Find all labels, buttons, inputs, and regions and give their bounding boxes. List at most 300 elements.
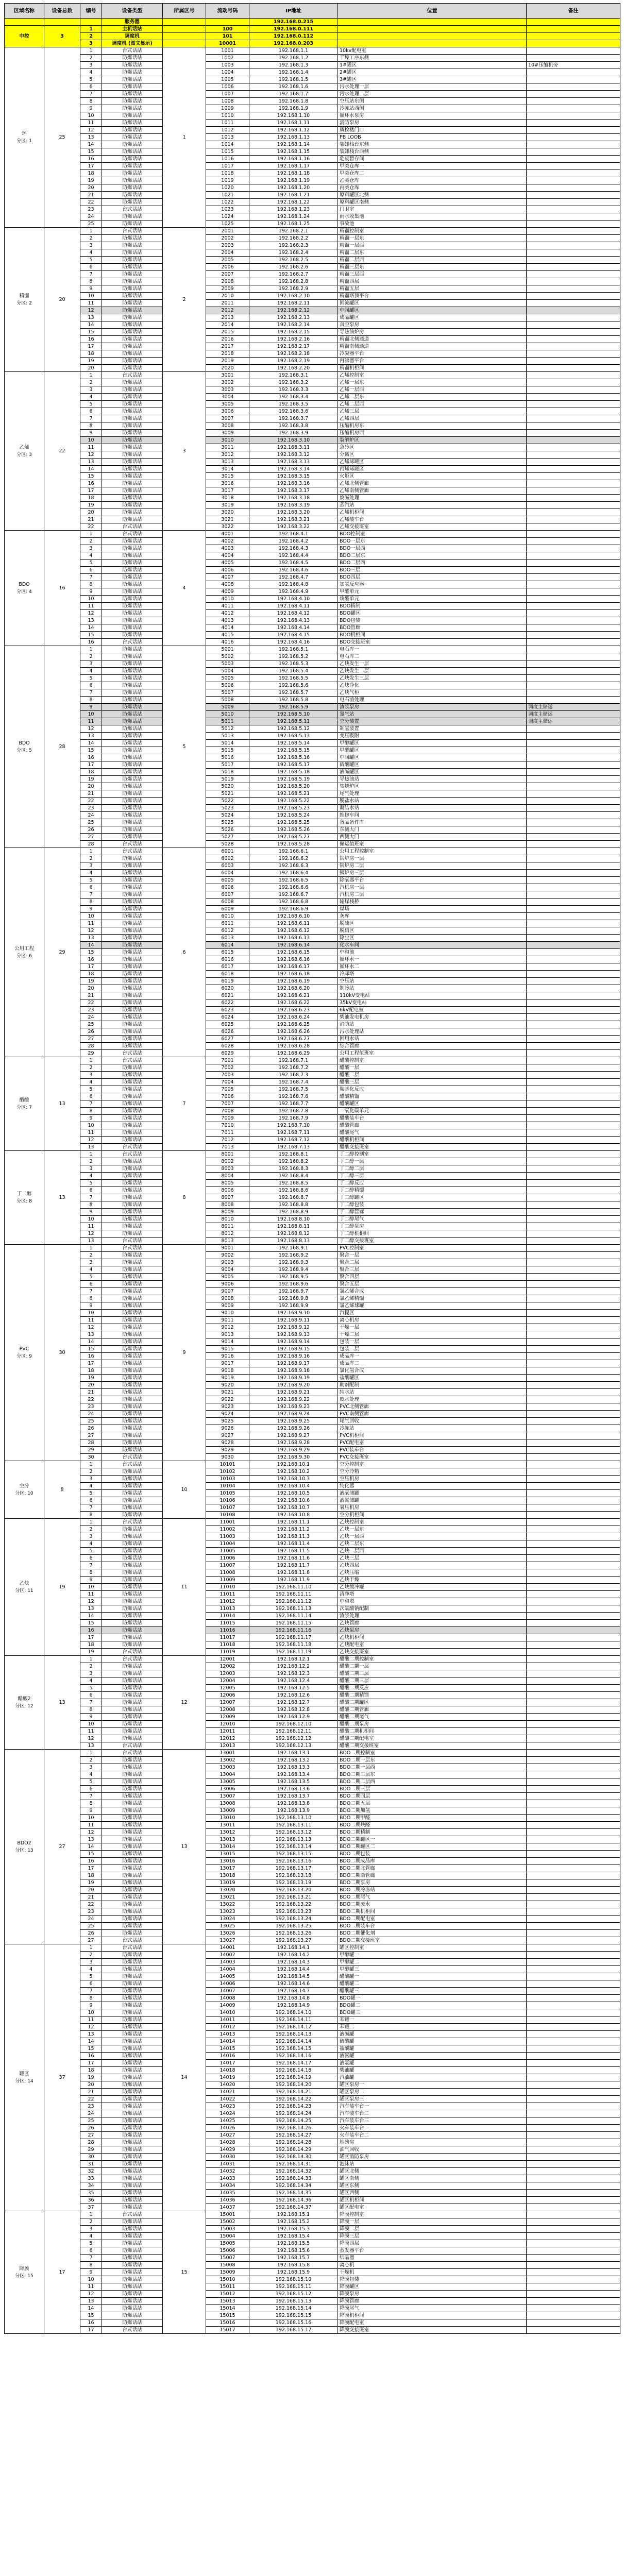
- no-cell: 5: [80, 1973, 102, 1980]
- note-cell: [527, 1656, 620, 1663]
- no-cell: 22: [80, 798, 102, 805]
- location-cell: 装卸栈台东侧: [338, 141, 527, 148]
- note-cell: [527, 1165, 620, 1173]
- location-cell: 原料罐区南侧: [338, 199, 527, 206]
- table-row: [5, 2247, 620, 2255]
- no-cell: 15: [80, 1851, 102, 1858]
- no-cell: 16: [80, 2053, 102, 2060]
- location-cell: 东侧大门: [338, 826, 527, 834]
- type-cell: 台式话站: [102, 206, 163, 213]
- note-cell: [527, 221, 620, 228]
- code-cell: 13013: [206, 1836, 249, 1843]
- note-cell: [527, 862, 620, 870]
- table-row: [5, 682, 620, 689]
- no-cell: 13: [80, 1836, 102, 1843]
- code-cell: 3010: [206, 437, 249, 444]
- zone-name: 丁二醇: [16, 1191, 32, 1197]
- type-cell: 防爆话站: [102, 1122, 163, 1129]
- ip-cell: 192.168.14.32: [249, 2168, 338, 2175]
- note-cell: [527, 1144, 620, 1151]
- code-cell: 1023: [206, 206, 249, 213]
- type-cell: 防爆话站: [102, 776, 163, 783]
- ip-cell: 192.168.6.29: [249, 1050, 338, 1057]
- type-cell: 防爆话站: [102, 1685, 163, 1692]
- location-cell: 液氮储罐: [338, 1497, 527, 1504]
- ip-cell: 192.168.8.4: [249, 1173, 338, 1180]
- type-cell: 防爆话站: [102, 1360, 163, 1367]
- code-cell: 2009: [206, 285, 249, 293]
- ip-cell: 192.168.13.3: [249, 1764, 338, 1771]
- table-row: [5, 1137, 620, 1144]
- ip-cell: 192.168.7.9: [249, 1115, 338, 1122]
- code-cell: 5009: [206, 704, 249, 711]
- no-cell: 8: [80, 1800, 102, 1807]
- type-cell: 防爆话站: [102, 754, 163, 761]
- note-cell: [527, 956, 620, 963]
- location-cell: 降膜一层: [338, 2218, 527, 2226]
- location-cell: 乙炔发生三层: [338, 675, 527, 682]
- table-row: [5, 1389, 620, 1396]
- ip-cell: 192.168.13.1: [249, 1750, 338, 1757]
- location-cell: BDO罐一: [338, 1995, 527, 2002]
- ip-cell: 192.168.4.11: [249, 603, 338, 610]
- no-cell: 5: [80, 76, 102, 83]
- code-cell: 14024: [206, 2110, 249, 2117]
- table-row: [5, 1973, 620, 1980]
- type-cell: 防爆话站: [102, 668, 163, 675]
- note-cell: [527, 1995, 620, 2002]
- no-cell: 9: [80, 1714, 102, 1721]
- no-cell: 11: [80, 120, 102, 127]
- ip-cell: 192.168.13.12: [249, 1829, 338, 1836]
- type-cell: 防爆话站: [102, 660, 163, 668]
- location-cell: BDO二期成品库: [338, 1858, 527, 1865]
- code-cell: 13024: [206, 1916, 249, 1923]
- location-cell: 综合管廊: [338, 1043, 527, 1050]
- table-row: [5, 956, 620, 963]
- zone-cell: [5, 19, 44, 26]
- no-cell: 2: [80, 379, 102, 386]
- type-cell: 防爆话站: [102, 293, 163, 300]
- type-cell: 防爆话站: [102, 430, 163, 437]
- ip-cell: 192.168.5.11: [249, 718, 338, 725]
- type-cell: 防爆话站: [102, 1865, 163, 1872]
- zone-sub: 分区: 3: [16, 452, 32, 457]
- note-cell: [527, 1079, 620, 1086]
- type-cell: 防爆话站: [102, 1497, 163, 1504]
- no-cell: 8: [80, 422, 102, 430]
- no-cell: 11: [80, 300, 102, 307]
- no-cell: 19: [80, 1375, 102, 1382]
- table-row: [5, 790, 620, 798]
- table-row: [5, 1331, 620, 1338]
- type-cell: 防爆话站: [102, 2053, 163, 2060]
- table-row: [5, 862, 620, 870]
- ip-cell: 192.168.9.23: [249, 1403, 338, 1411]
- ip-cell: 192.168.2.3: [249, 242, 338, 249]
- table-row: [5, 177, 620, 184]
- location-cell: 降膜二层: [338, 2226, 527, 2233]
- no-cell: 12: [80, 725, 102, 733]
- type-cell: 台式话站: [102, 1742, 163, 1750]
- location-cell: 罐区消防泵房: [338, 2154, 527, 2161]
- note-cell: [527, 437, 620, 444]
- note-cell: [527, 2283, 620, 2291]
- no-cell: 13: [80, 134, 102, 141]
- table-row: [5, 163, 620, 170]
- ip-cell: 192.168.1.6: [249, 83, 338, 91]
- table-row: [5, 2291, 620, 2298]
- code-cell: 5027: [206, 834, 249, 841]
- code-cell: 13004: [206, 1771, 249, 1778]
- note-cell: [527, 971, 620, 978]
- ip-cell: 192.168.14.30: [249, 2154, 338, 2161]
- code-cell: 6001: [206, 848, 249, 855]
- table-row: [5, 1591, 620, 1598]
- code-cell: 9014: [206, 1338, 249, 1346]
- type-cell: 防爆话站: [102, 1173, 163, 1180]
- type-cell: 防爆话站: [102, 55, 163, 62]
- location-cell: 醋酸控制室: [338, 1057, 527, 1064]
- ip-cell: 192.168.14.8: [249, 1995, 338, 2002]
- no-cell: 17: [80, 487, 102, 495]
- no-cell: 3: [80, 862, 102, 870]
- table-row: [5, 1338, 620, 1346]
- table-row: [5, 884, 620, 891]
- no-cell: 2: [80, 538, 102, 545]
- code-cell: 3011: [206, 444, 249, 451]
- location-cell: 成品库一: [338, 1353, 527, 1360]
- area-cell: 7: [163, 1057, 206, 1151]
- location-cell: 污水处理二层: [338, 91, 527, 98]
- location-cell: PVC控制室: [338, 1245, 527, 1252]
- location-cell: 醋酸二期一层: [338, 1663, 527, 1670]
- code-cell: 6026: [206, 1028, 249, 1036]
- type-cell: 防爆话站: [102, 314, 163, 321]
- no-cell: 1: [80, 1656, 102, 1663]
- location-cell: 空分机柜间: [338, 1512, 527, 1519]
- location-cell: 乙烯控制室: [338, 372, 527, 379]
- no-cell: 7: [80, 91, 102, 98]
- no-cell: 7: [80, 1562, 102, 1569]
- no-cell: 7: [80, 891, 102, 899]
- location-cell: 降膜四层: [338, 2240, 527, 2247]
- zone-sub: 分区: 12: [15, 1703, 33, 1709]
- type-cell: 防爆话站: [102, 899, 163, 906]
- note-cell: [527, 33, 620, 40]
- code-cell: 7013: [206, 1144, 249, 1151]
- note-cell: [527, 963, 620, 971]
- location-cell: 火炬区: [338, 473, 527, 480]
- zone-count-cell: 13: [44, 1057, 80, 1151]
- code-cell: 5007: [206, 689, 249, 697]
- location-cell: 输煤栈桥: [338, 899, 527, 906]
- location-cell: BDO二期废水: [338, 1901, 527, 1908]
- ip-cell: 192.168.15.11: [249, 2283, 338, 2291]
- type-cell: 防爆话站: [102, 1382, 163, 1389]
- type-cell: 防爆话站: [102, 999, 163, 1007]
- type-cell: 防爆话站: [102, 444, 163, 451]
- no-cell: 22: [80, 199, 102, 206]
- ip-cell: 192.168.1.20: [249, 184, 338, 192]
- location-cell: 3#罐区: [338, 76, 527, 83]
- area-cell: 12: [163, 1656, 206, 1750]
- location-cell: 空分冷箱: [338, 1468, 527, 1476]
- location-cell: BDO罐二: [338, 2002, 527, 2009]
- table-row: [5, 466, 620, 473]
- location-cell: 循环水一: [338, 956, 527, 963]
- type-cell: 防爆话站: [102, 927, 163, 935]
- code-cell: 14003: [206, 1959, 249, 1966]
- note-cell: [527, 891, 620, 899]
- table-row: [5, 2240, 620, 2247]
- no-cell: 27: [80, 2132, 102, 2139]
- location-cell: 乙炔二层西: [338, 1548, 527, 1555]
- location-cell: 除氧器平台: [338, 877, 527, 884]
- table-row: [5, 1995, 620, 2002]
- note-cell: [527, 1815, 620, 1822]
- note-cell: [527, 509, 620, 516]
- location-cell: 降膜三层: [338, 2233, 527, 2240]
- type-cell: 防爆话站: [102, 2240, 163, 2247]
- table-row: [5, 1151, 620, 1158]
- code-cell: 14014: [206, 2038, 249, 2045]
- ip-cell: 192.168.5.21: [249, 790, 338, 798]
- table-row: [5, 2211, 620, 2218]
- note-cell: [527, 1324, 620, 1331]
- zone-name: 公用工程: [14, 945, 34, 952]
- zone-sub: 分区: 7: [16, 1105, 32, 1110]
- code-cell: 5013: [206, 733, 249, 740]
- note-cell: [527, 480, 620, 487]
- ip-cell: 192.168.9.5: [249, 1274, 338, 1281]
- ip-cell: 192.168.3.22: [249, 523, 338, 531]
- ip-cell: 192.168.6.4: [249, 870, 338, 877]
- note-cell: [527, 444, 620, 451]
- table-row: [5, 2327, 620, 2334]
- table-row: [5, 1923, 620, 1930]
- note-cell: [527, 1735, 620, 1742]
- code-cell: 12008: [206, 1706, 249, 1714]
- note-cell: [527, 466, 620, 473]
- code-cell: 2003: [206, 242, 249, 249]
- no-cell: 17: [80, 963, 102, 971]
- no-cell: 22: [80, 999, 102, 1007]
- ip-cell: 192.168.11.5: [249, 1548, 338, 1555]
- ip-cell: 192.168.1.8: [249, 98, 338, 105]
- note-cell: [527, 1367, 620, 1375]
- code-cell: 3017: [206, 487, 249, 495]
- table-row: [5, 1036, 620, 1043]
- table-row: [5, 343, 620, 350]
- ip-cell: 192.168.9.15: [249, 1346, 338, 1353]
- ip-cell: 192.168.2.19: [249, 358, 338, 365]
- table-row: [5, 69, 620, 76]
- ip-cell: 192.168.1.24: [249, 213, 338, 221]
- no-cell: 23: [80, 2103, 102, 2110]
- location-cell: 醋酸机柜间: [338, 1137, 527, 1144]
- no-cell: 28: [80, 1043, 102, 1050]
- ip-cell: 192.168.15.4: [249, 2233, 338, 2240]
- type-cell: 台式话站: [102, 2327, 163, 2334]
- type-cell: 防爆话站: [102, 624, 163, 632]
- code-cell: 2001: [206, 228, 249, 235]
- code-cell: 10001: [206, 40, 249, 47]
- code-cell: 3020: [206, 509, 249, 516]
- note-cell: [527, 1209, 620, 1216]
- table-row: [5, 1317, 620, 1324]
- code-cell: 6029: [206, 1050, 249, 1057]
- code-cell: 12002: [206, 1663, 249, 1670]
- no-cell: 16: [80, 336, 102, 343]
- code-cell: 5014: [206, 740, 249, 747]
- table-row: [5, 1504, 620, 1512]
- location-cell: PVC北侧管廊: [338, 1403, 527, 1411]
- type-cell: 防爆话站: [102, 1952, 163, 1959]
- table-row: [5, 394, 620, 401]
- zone-name-cell: [5, 1656, 44, 1750]
- type-cell: 防爆话站: [102, 963, 163, 971]
- code-cell: 15009: [206, 2269, 249, 2276]
- no-cell: 17: [80, 2060, 102, 2067]
- no-cell: 18: [80, 769, 102, 776]
- table-row: [5, 1057, 620, 1064]
- ip-cell: 192.168.8.1: [249, 1151, 338, 1158]
- ip-cell: 192.168.1.9: [249, 105, 338, 112]
- no-cell: 16: [80, 1627, 102, 1634]
- no-cell: 20: [80, 1382, 102, 1389]
- note-cell: [527, 2016, 620, 2024]
- location-cell: 乙炔一层西: [338, 1533, 527, 1540]
- code-cell: 14006: [206, 1980, 249, 1988]
- ip-cell: 192.168.1.3: [249, 62, 338, 69]
- type-cell: 防爆话站: [102, 2298, 163, 2305]
- type-cell: 防爆话站: [102, 574, 163, 581]
- location-cell: 精馏塔顶平台: [338, 293, 527, 300]
- table-row: [5, 1750, 620, 1757]
- no-cell: 20: [80, 365, 102, 372]
- no-cell: 8: [80, 1569, 102, 1577]
- no-cell: 5: [80, 1086, 102, 1093]
- location-cell: 罐区东侧: [338, 2182, 527, 2190]
- no-cell: 10: [80, 1122, 102, 1129]
- code-cell: 1019: [206, 177, 249, 184]
- type-cell: 防爆话站: [102, 329, 163, 336]
- ip-cell: 192.168.11.1: [249, 1519, 338, 1526]
- code-cell: 1012: [206, 127, 249, 134]
- code-cell: 13023: [206, 1908, 249, 1916]
- no-cell: 6: [80, 884, 102, 891]
- location-cell: 污水处理站: [338, 1028, 527, 1036]
- code-cell: 14008: [206, 1995, 249, 2002]
- no-cell: 2: [80, 653, 102, 660]
- area-cell: 11: [163, 1519, 206, 1656]
- ip-cell: 192.168.10.4: [249, 1483, 338, 1490]
- ip-cell: 192.168.1.10: [249, 112, 338, 120]
- code-cell: 11013: [206, 1605, 249, 1613]
- zone-count-cell: 13: [44, 1656, 80, 1750]
- table-row: [5, 805, 620, 812]
- zone-count-cell: 13: [44, 1151, 80, 1245]
- location-cell: 空压机房: [338, 1476, 527, 1483]
- table-row: [5, 1685, 620, 1692]
- type-cell: 防爆话站: [102, 2291, 163, 2298]
- table-row: [5, 502, 620, 509]
- location-cell: 丁二醇二层: [338, 1165, 527, 1173]
- table-row: [5, 2081, 620, 2089]
- no-cell: 20: [80, 985, 102, 992]
- ip-cell: 192.168.7.11: [249, 1129, 338, 1137]
- ip-cell: 192.168.5.2: [249, 653, 338, 660]
- code-cell: 6007: [206, 891, 249, 899]
- type-cell: 防爆话站: [102, 1223, 163, 1230]
- type-cell: 防爆话站: [102, 942, 163, 949]
- code-cell: 5010: [206, 711, 249, 718]
- ip-cell: 192.168.14.31: [249, 2161, 338, 2168]
- location-cell: 汽车装车台一: [338, 2103, 527, 2110]
- type-cell: 服务器: [102, 19, 163, 26]
- ip-cell: 192.168.14.4: [249, 1966, 338, 1973]
- location-cell: 公用工程控制室: [338, 848, 527, 855]
- ip-cell: 192.168.5.3: [249, 660, 338, 668]
- ip-cell: 192.168.9.22: [249, 1396, 338, 1403]
- zone-sub: 分区: 5: [16, 748, 32, 753]
- type-cell: 防爆话站: [102, 321, 163, 329]
- table-row: [5, 2009, 620, 2016]
- type-cell: 防爆话站: [102, 509, 163, 516]
- location-cell: 危废暂存间: [338, 156, 527, 163]
- no-cell: 4: [80, 394, 102, 401]
- no-cell: 25: [80, 2117, 102, 2125]
- area-cell: [163, 33, 206, 40]
- table-row: [5, 2161, 620, 2168]
- no-cell: 11: [80, 1223, 102, 1230]
- no-cell: 14: [80, 624, 102, 632]
- type-cell: 防爆话站: [102, 1338, 163, 1346]
- note-cell: [527, 141, 620, 148]
- no-cell: 10: [80, 1310, 102, 1317]
- ip-cell: 192.168.15.17: [249, 2327, 338, 2334]
- location-cell: 丁二醇包装: [338, 1201, 527, 1209]
- table-row: [5, 1353, 620, 1360]
- ip-cell: 192.168.6.11: [249, 920, 338, 927]
- type-cell: 台式话站: [102, 1144, 163, 1151]
- code-cell: 9024: [206, 1411, 249, 1418]
- no-cell: 7: [80, 271, 102, 278]
- ip-cell: 192.168.8.13: [249, 1238, 338, 1245]
- ip-cell: 192.168.6.18: [249, 971, 338, 978]
- no-cell: 12: [80, 2024, 102, 2031]
- ip-cell: 192.168.12.2: [249, 1663, 338, 1670]
- code-cell: 11015: [206, 1620, 249, 1627]
- type-cell: 防爆话站: [102, 1908, 163, 1916]
- code-cell: 13005: [206, 1778, 249, 1786]
- code-cell: 9011: [206, 1317, 249, 1324]
- ip-cell: 192.168.14.22: [249, 2096, 338, 2103]
- no-cell: 3: [80, 545, 102, 552]
- code-cell: 6010: [206, 913, 249, 920]
- table-row: [5, 1021, 620, 1028]
- table-row: [5, 1605, 620, 1613]
- note-cell: [527, 776, 620, 783]
- ip-cell: 192.168.14.21: [249, 2089, 338, 2096]
- ip-cell: 192.168.14.28: [249, 2139, 338, 2146]
- note-cell: [527, 1757, 620, 1764]
- no-cell: 20: [80, 509, 102, 516]
- code-cell: 4011: [206, 603, 249, 610]
- no-cell: 21: [80, 1894, 102, 1901]
- location-cell: 罐区控制室: [338, 1944, 527, 1952]
